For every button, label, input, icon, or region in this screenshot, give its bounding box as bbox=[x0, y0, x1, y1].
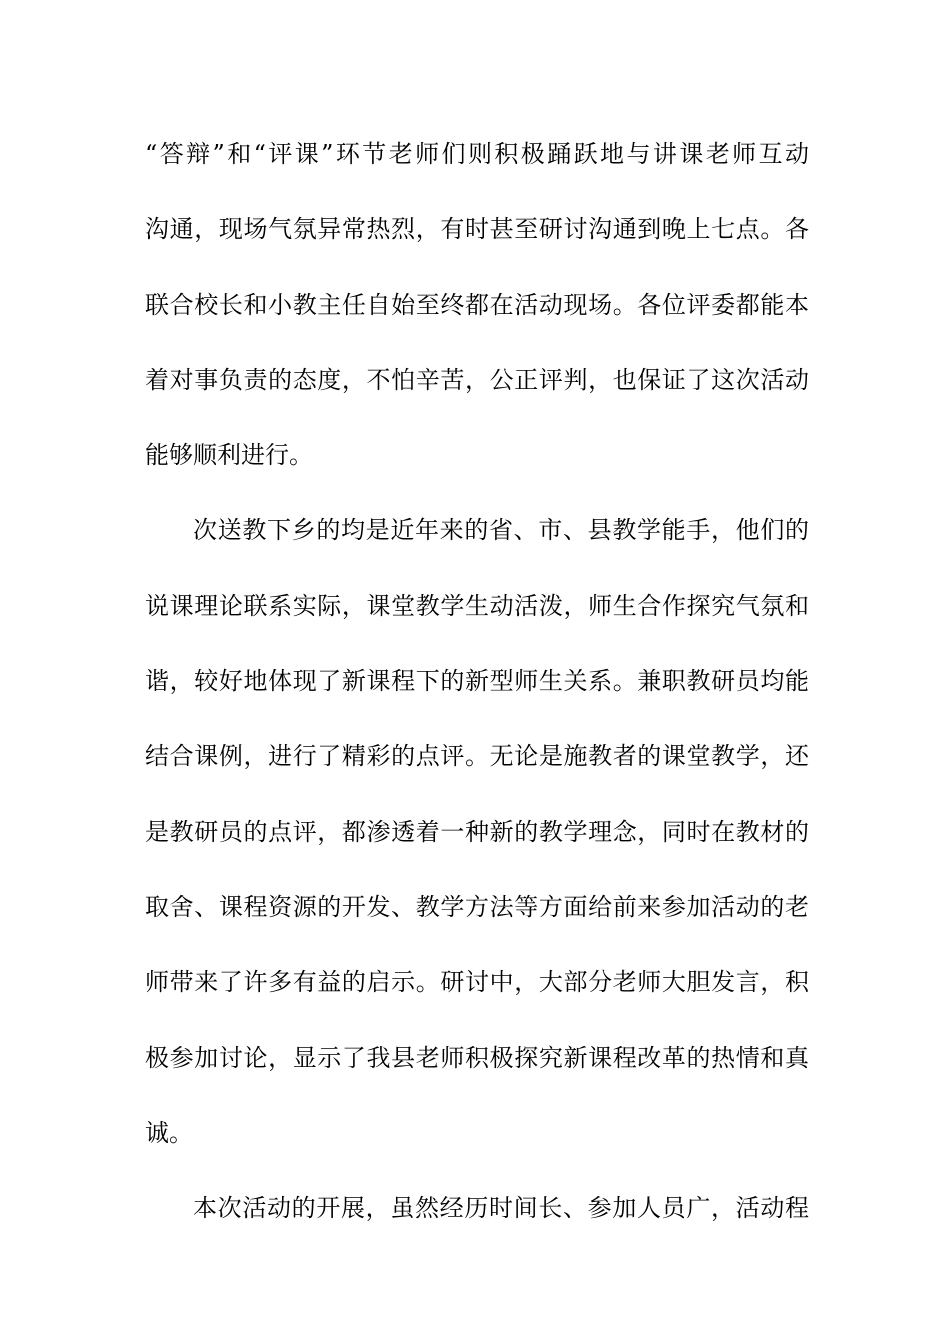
paragraph-start-line: 次送教下乡的均是近年来的省、市、县教学能手，他们的 bbox=[193, 516, 809, 545]
text-line: 结合课例，进行了精彩的点评。无论是施教者的课堂教学，还 bbox=[145, 742, 809, 771]
text-line: 谐，较好地体现了新课程下的新型师生关系。兼职教研员均能 bbox=[145, 667, 809, 696]
text-line: 师带来了许多有益的启示。研讨中，大部分老师大胆发言，积 bbox=[145, 968, 809, 997]
document-body bbox=[145, 130, 809, 1259]
text-line: 能够顺利进行。 bbox=[145, 441, 313, 470]
paragraph-start-line: 本次活动的开展，虽然经历时间长、参加人员广，活动程 bbox=[193, 1194, 809, 1223]
text-line: 诚。 bbox=[145, 1118, 193, 1147]
text-line: 沟通，现场气氛异常热烈，有时甚至研讨沟通到晚上七点。各 bbox=[145, 215, 809, 244]
text-line: 说课理论联系实际，课堂教学生动活泼，师生合作探究气氛和 bbox=[145, 591, 809, 620]
text-line: 取舍、课程资源的开发、教学方法等方面给前来参加活动的老 bbox=[145, 892, 809, 921]
text-line: 是教研员的点评，都渗透着一种新的教学理念，同时在教材的 bbox=[145, 817, 809, 846]
text-line: 极参加讨论，显示了我县老师积极探究新课程改革的热情和真 bbox=[145, 1043, 809, 1072]
text-line: 联合校长和小教主任自始至终都在活动现场。各位评委都能本 bbox=[145, 290, 809, 319]
text-line: “答辩”和“评课”环节老师们则积极踊跃地与讲课老师互动 bbox=[145, 140, 809, 168]
text-line: 着对事负责的态度，不怕辛苦，公正评判，也保证了这次活动 bbox=[145, 365, 809, 394]
